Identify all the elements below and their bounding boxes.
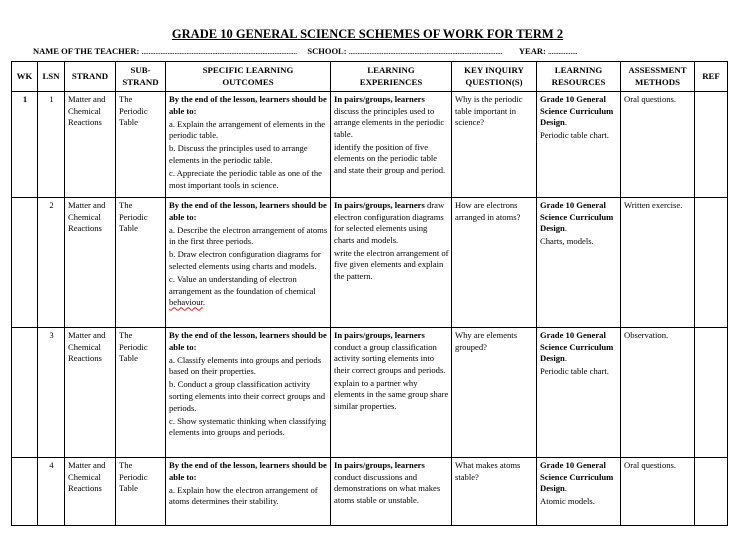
table-row bbox=[12, 92, 728, 198]
cell-key-inquiry-question: Why is the periodic table important in science? bbox=[452, 92, 537, 198]
spelling-flag[interactable]: behaviour bbox=[169, 297, 203, 308]
experiences-intro: In pairs/groups, learners bbox=[334, 330, 425, 340]
experiences-text: conduct a group classification activity sorting elements into their correct groups and periods. bbox=[334, 341, 446, 375]
resources-design: Grade 10 General Science Curriculum Design bbox=[540, 94, 614, 128]
cell-learning-resources: Grade 10 General Science Curriculum Design. Charts, models. bbox=[537, 198, 621, 328]
outcomes-intro: By the end of the lesson, learners should be able to: bbox=[169, 330, 327, 352]
outcome-item: a. Describe the electron arrangement of atoms in the first three periods. bbox=[169, 224, 328, 247]
outcomes-intro: By the end of the lesson, learners should be able to: bbox=[169, 460, 327, 482]
cell-wk bbox=[12, 198, 38, 328]
cell-ref bbox=[695, 92, 728, 198]
table-row bbox=[12, 198, 728, 328]
cell-strand: Matter and Chemical Reactions bbox=[65, 198, 116, 328]
cell-strand: Matter and Chemical Reactions bbox=[65, 328, 116, 458]
header-specific-learning-outcomes: SPECIFIC LEARNING OUTCOMES bbox=[166, 62, 331, 92]
header-assessment-methods: ASSESSMENT METHODS bbox=[621, 62, 695, 92]
cell-sub-strand: The Periodic Table bbox=[116, 92, 166, 198]
cell-key-inquiry-question: Why are elements grouped? bbox=[452, 328, 537, 458]
cell-ref bbox=[695, 458, 728, 526]
year-field[interactable]: ................. bbox=[547, 46, 578, 56]
outcome-item: a. Classify elements into groups and periods based on their properties. bbox=[169, 354, 322, 377]
table-row bbox=[12, 328, 728, 458]
outcomes-intro: By the end of the lesson, learners should be able to: bbox=[169, 200, 327, 222]
resources-extra: Periodic table chart. bbox=[540, 130, 609, 141]
cell-learning-experiences bbox=[331, 92, 452, 198]
cell-learning-experiences bbox=[331, 328, 452, 458]
cell-learning-outcomes bbox=[166, 458, 331, 526]
cell-lsn: 2 bbox=[38, 198, 65, 328]
resources-extra: Atomic models. bbox=[540, 496, 595, 507]
cell-learning-resources: Grade 10 General Science Curriculum Design. Periodic table chart. bbox=[537, 92, 621, 198]
teacher-label: NAME OF THE TEACHER: bbox=[33, 46, 140, 56]
header-ref: REF bbox=[695, 62, 728, 92]
schemes-of-work-table bbox=[11, 61, 728, 526]
header-learning-experiences: LEARNING EXPERIENCES bbox=[331, 62, 452, 92]
cell-learning-experiences bbox=[331, 458, 452, 526]
experiences-intro: In pairs/groups, learners bbox=[334, 200, 425, 210]
cell-wk bbox=[12, 328, 38, 458]
cell-ref bbox=[695, 198, 728, 328]
cell-key-inquiry-question: What makes atoms stable? bbox=[452, 458, 537, 526]
cell-learning-resources: Grade 10 General Science Curriculum Design. Atomic models. bbox=[537, 458, 621, 526]
outcome-item: b. Discuss the principles used to arrange elements in the periodic table. bbox=[169, 143, 308, 165]
cell-learning-outcomes bbox=[166, 198, 331, 328]
resources-design: Grade 10 General Science Curriculum Design bbox=[540, 460, 614, 494]
experiences-intro: In pairs/groups, learners bbox=[334, 94, 425, 104]
header-sub-strand: SUB- STRAND bbox=[116, 62, 166, 92]
cell-ref bbox=[695, 328, 728, 458]
cell-key-inquiry-question: How are electrons arranged in atoms? bbox=[452, 198, 537, 328]
school-label: SCHOOL: bbox=[307, 46, 347, 56]
experiences-text: discuss the principles used to arrange elements in the periodic table. bbox=[334, 105, 445, 139]
outcome-item: c. Appreciate the periodic table as one of the most important tools in science. bbox=[169, 168, 322, 190]
resources-extra: Charts, models. bbox=[540, 236, 594, 247]
outcome-item: b. Draw electron configuration diagrams for selected elements using charts and models. bbox=[169, 249, 321, 271]
header-lsn: LSN bbox=[38, 62, 65, 92]
header-learning-resources: LEARNING RESOURCES bbox=[537, 62, 621, 92]
header-wk: WK bbox=[12, 62, 38, 92]
cell-assessment-methods: Oral questions. bbox=[621, 92, 695, 198]
cell-sub-strand: The Periodic Table bbox=[116, 458, 166, 526]
cell-assessment-methods: Written exercise. bbox=[621, 198, 695, 328]
outcome-item: b. Conduct a group classification activity sorting elements into their correct groups and periods. bbox=[169, 379, 326, 413]
cell-lsn: 3 bbox=[38, 328, 65, 458]
outcome-item: a. Explain how the electron arrangement of atoms determines their stability. bbox=[169, 484, 318, 507]
year-label: YEAR: bbox=[518, 46, 546, 56]
experiences-extra: identify the position of five elements on the periodic table and state their group and period. bbox=[334, 141, 446, 176]
cell-wk: 1 bbox=[12, 92, 38, 198]
cell-assessment-methods: Oral questions. bbox=[621, 458, 695, 526]
experiences-text: conduct discussions and demonstrations on what makes atoms stable or unstable. bbox=[334, 471, 441, 505]
teacher-field[interactable]: .......................................................................................... bbox=[141, 46, 297, 56]
cell-lsn: 4 bbox=[38, 458, 65, 526]
cell-sub-strand: The Periodic Table bbox=[116, 328, 166, 458]
outcome-item: c. Value an understanding of electron arrangement as the foundation of chemical behaviour. bbox=[169, 274, 316, 308]
cell-learning-outcomes bbox=[166, 92, 331, 198]
cell-strand: Matter and Chemical Reactions bbox=[65, 92, 116, 198]
document-meta-line bbox=[33, 46, 577, 56]
school-field[interactable]: ......................................................................................... bbox=[348, 46, 503, 56]
outcomes-intro: By the end of the lesson, learners should be able to: bbox=[169, 94, 327, 116]
resources-design: Grade 10 General Science Curriculum Design bbox=[540, 200, 614, 234]
cell-strand: Matter and Chemical Reactions bbox=[65, 458, 116, 526]
cell-wk bbox=[12, 458, 38, 526]
header-strand: STRAND bbox=[65, 62, 116, 92]
cell-learning-experiences bbox=[331, 198, 452, 328]
document-title: GRADE 10 GENERAL SCIENCE SCHEMES OF WORK FOR TERM 2 bbox=[171, 27, 564, 41]
outcome-item: c. Show systematic thinking when classifying elements into groups and periods. bbox=[169, 415, 327, 438]
experiences-intro: In pairs/groups, learners bbox=[334, 460, 425, 470]
resources-extra: Periodic table chart. bbox=[540, 366, 609, 377]
cell-sub-strand: The Periodic Table bbox=[116, 198, 166, 328]
resources-design: Grade 10 General Science Curriculum Design bbox=[540, 330, 614, 364]
table-row bbox=[12, 458, 728, 526]
cell-lsn: 1 bbox=[38, 92, 65, 198]
table-header-row bbox=[12, 62, 728, 92]
experiences-text: draw electron configuration diagrams for selected elements using charts and models. bbox=[334, 200, 445, 245]
experiences-extra: write the electron arrangement of five given elements and explain the pattern. bbox=[334, 247, 449, 282]
cell-learning-resources: Grade 10 General Science Curriculum Design. Periodic table chart. bbox=[537, 328, 621, 458]
cell-assessment-methods: Observation. bbox=[621, 328, 695, 458]
cell-learning-outcomes bbox=[166, 328, 331, 458]
header-key-inquiry-questions: KEY INQUIRY QUESTION(S) bbox=[452, 62, 537, 92]
outcome-item: a. Explain the arrangement of elements in the periodic table. bbox=[169, 118, 326, 141]
experiences-extra: explain to a partner why elements in the same group share similar properties. bbox=[334, 377, 449, 412]
